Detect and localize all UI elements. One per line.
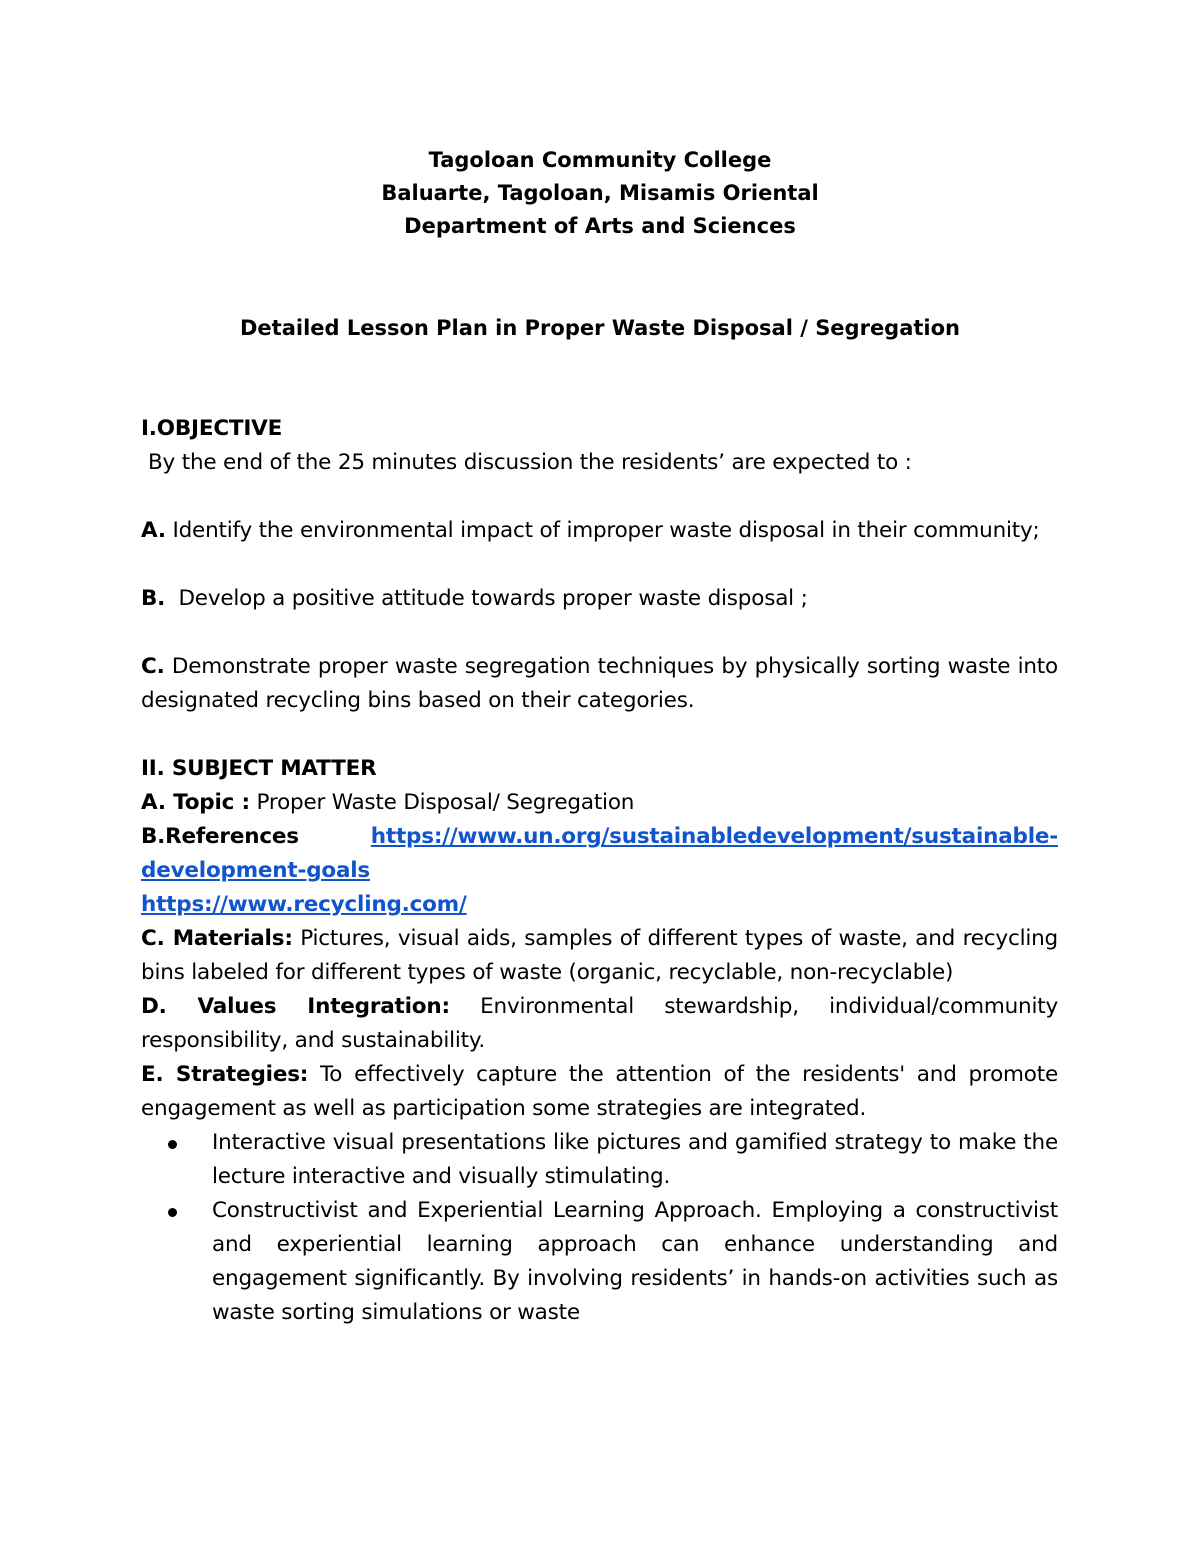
document-header	[0, 144, 1200, 243]
bullet-text: Interactive visual presentations like pictures and gamified strategy to make the lecture interactive and visually stimulating.	[212, 1130, 1058, 1189]
reference-link-un-part2[interactable]: development-goals	[141, 858, 371, 883]
strategies-bullet-list	[141, 1126, 1058, 1330]
materials-label: C. Materials:	[141, 926, 293, 951]
department-name: Department of Arts and Sciences	[404, 214, 796, 238]
values-label: D. Values Integration:	[141, 994, 450, 1019]
values-paragraph	[141, 990, 1058, 1058]
objective-item-b	[141, 582, 1058, 616]
references-label: B.References	[141, 824, 299, 849]
objective-item-a	[141, 514, 1058, 548]
objective-text-a: Identify the environmental impact of improper waste disposal in their community;	[172, 518, 1040, 543]
topic-line	[141, 786, 1058, 820]
objective-letter-b: B.	[141, 586, 166, 611]
bullet-icon	[168, 1140, 177, 1149]
objective-text-b: Develop a positive attitude towards proper waste disposal ;	[178, 586, 808, 611]
reference-link-recycling[interactable]: https://www.recycling.com/	[141, 892, 467, 917]
references-line	[141, 820, 1058, 854]
objective-heading: I.OBJECTIVE	[141, 416, 283, 441]
subject-matter-heading: II. SUBJECT MATTER	[141, 756, 377, 781]
reference-link-un-part1[interactable]: https://www.un.org/sustainabledevelopment/sustainable-	[370, 824, 1058, 849]
objective-text-c: Demonstrate proper waste segregation techniques by physically sorting waste into designated recycling bins based on their categories.	[141, 654, 1058, 713]
objective-item-c	[141, 650, 1058, 718]
materials-value: Pictures, visual aids, samples of different types of waste, and recycling bins labeled for different types of waste (organic, recyclable, non-recyclable)	[141, 926, 1058, 985]
strategies-paragraph	[141, 1058, 1058, 1126]
materials-paragraph	[141, 922, 1058, 990]
strategies-label: E. Strategies:	[141, 1062, 309, 1087]
college-address: Baluarte, Tagoloan, Misamis Oriental	[381, 181, 819, 205]
topic-value: Proper Waste Disposal/ Segregation	[256, 790, 635, 815]
lesson-plan-title: Detailed Lesson Plan in Proper Waste Disposal / Segregation	[239, 316, 961, 340]
list-item	[141, 1194, 1058, 1330]
objective-intro: By the end of the 25 minutes discussion the residents’ are expected to :	[148, 450, 912, 475]
bullet-icon	[168, 1208, 177, 1217]
objective-letter-c: C.	[141, 654, 165, 679]
list-item	[141, 1126, 1058, 1194]
reference-link-un-continuation-line	[141, 854, 1058, 888]
document-body	[141, 412, 1058, 1330]
values-value: Environmental stewardship, individual/community responsibility, and sustainability.	[141, 994, 1058, 1053]
college-name: Tagoloan Community College	[428, 148, 772, 172]
objective-letter-a: A.	[141, 518, 166, 543]
topic-label: A. Topic :	[141, 790, 250, 815]
reference-link-recycling-line	[141, 888, 1058, 922]
bullet-text: Constructivist and Experiential Learning Approach. Employing a constructivist and experiential learning approach can enhance understanding and engagement significantly. By involving residents’ in hands-on activities such as waste sorting simulations or waste	[212, 1198, 1058, 1325]
strategies-value: To effectively capture the attention of the residents' and promote engagement as well as participation some strategies are integrated.	[141, 1062, 1058, 1121]
